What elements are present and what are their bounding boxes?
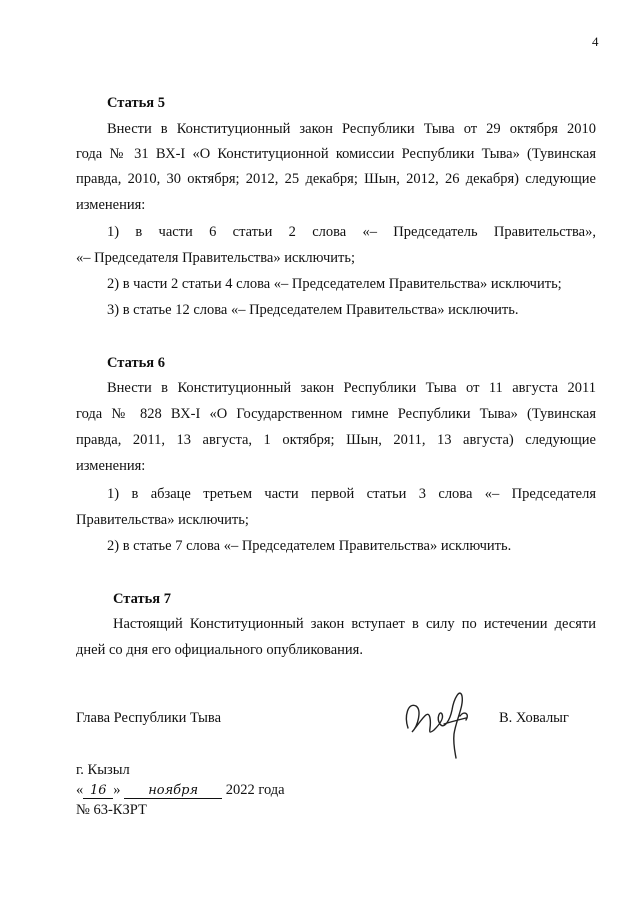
date-close-quote: » bbox=[113, 782, 121, 798]
article-5-line-1: Внести в Конституционный закон Республики Тыва от 29 октября 2010 bbox=[107, 121, 596, 137]
footer-date bbox=[76, 782, 285, 799]
article-5-line-6: «– Председателя Правительства» исключить; bbox=[76, 250, 355, 266]
article-6-line-5: 1) в абзаце третьем части первой статьи 3 слова «– Председателя bbox=[107, 486, 596, 502]
article-6-title: Статья 6 bbox=[107, 355, 165, 371]
page-number: 4 bbox=[592, 34, 599, 49]
handwritten-signature bbox=[400, 680, 480, 760]
article-6-line-1: Внести в Конституционный закон Республики Тыва от 11 августа 2011 bbox=[107, 380, 596, 396]
footer-city: г. Кызыл bbox=[76, 762, 130, 778]
article-5-line-7: 2) в части 2 статьи 4 слова «– Председателем Правительства» исключить; bbox=[107, 276, 562, 292]
article-5-line-8: 3) в статье 12 слова «– Председателем Правительства» исключить. bbox=[107, 302, 519, 318]
article-6-line-2: года № 828 ВХ-I «О Государственном гимне Республики Тыва» (Тувинская bbox=[76, 406, 596, 422]
signatory-position: Глава Республики Тыва bbox=[76, 710, 222, 726]
law-number: № 63-КЗРТ bbox=[76, 802, 147, 818]
date-day: 16 bbox=[83, 783, 113, 799]
article-6-line-3: правда, 2011, 13 августа, 1 октября; Шын, 2011, 13 августа) следующие bbox=[76, 432, 596, 448]
article-6-line-4: изменения: bbox=[76, 458, 146, 474]
date-year: 2022 года bbox=[225, 782, 285, 798]
date-month: ноября bbox=[124, 783, 222, 799]
signatory-name: В. Ховалыг bbox=[499, 710, 569, 726]
article-6-line-6: Правительства» исключить; bbox=[76, 512, 249, 528]
article-5-line-2: года № 31 ВХ-I «О Конституционной комиссии Республики Тыва» (Тувинская bbox=[76, 146, 596, 162]
article-5-line-5: 1) в части 6 статьи 2 слова «– Председатель Правительства», bbox=[107, 224, 596, 240]
article-7-title: Статья 7 bbox=[113, 591, 171, 607]
article-5-title: Статья 5 bbox=[107, 95, 165, 111]
article-7-line-1: Настоящий Конституционный закон вступает в силу по истечении десяти bbox=[113, 616, 596, 632]
article-7-line-2: дней со дня его официального опубликования. bbox=[76, 642, 363, 658]
article-6-line-7: 2) в статье 7 слова «– Председателем Правительства» исключить. bbox=[107, 538, 512, 554]
article-5-line-4: изменения: bbox=[76, 197, 146, 213]
date-open-quote: « bbox=[76, 782, 84, 798]
article-5-line-3: правда, 2010, 30 октября; 2012, 25 декабря; Шын, 2012, 26 декабря) следующие bbox=[76, 171, 596, 187]
